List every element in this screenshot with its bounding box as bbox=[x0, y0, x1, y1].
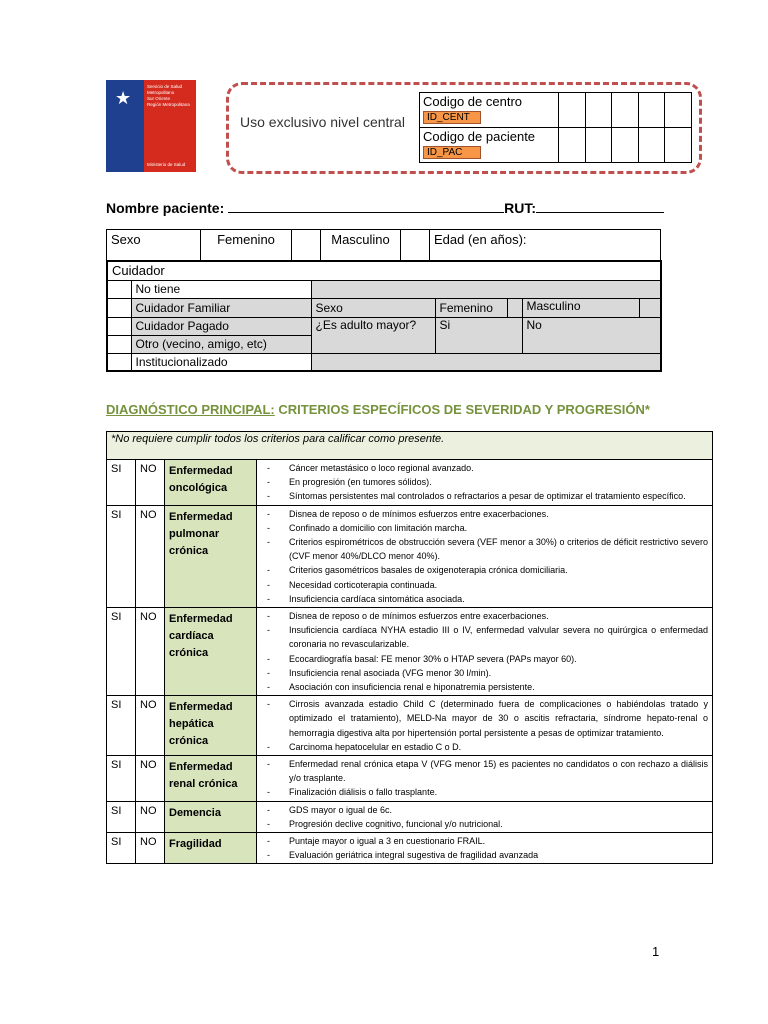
adulto-mayor-label: ¿Es adulto mayor? bbox=[311, 317, 435, 353]
nombre-label: Nombre paciente: bbox=[106, 200, 225, 216]
criterion-item: - Criterios gasométricos basales de oxigenoterapia crónica domiciliaria. bbox=[261, 563, 708, 577]
criteria-row bbox=[107, 801, 713, 832]
codes-table bbox=[419, 92, 692, 163]
cuidador-option: Otro (vecino, amigo, etc) bbox=[131, 335, 311, 353]
criteria-row bbox=[107, 756, 713, 802]
logo-text-4: Región Metropolitana bbox=[147, 102, 190, 107]
id-cent-tag: ID_CENT bbox=[423, 111, 481, 124]
sexo-edad-table bbox=[106, 229, 661, 262]
disease-label: Enfermedad renal crónica bbox=[165, 756, 257, 802]
sexo-label: Sexo bbox=[107, 230, 201, 262]
rut-label: RUT: bbox=[504, 200, 537, 216]
no-option[interactable]: NO bbox=[136, 801, 165, 832]
si-option[interactable]: SI bbox=[107, 608, 136, 696]
ministry-logo bbox=[106, 80, 196, 172]
patient-name-row bbox=[106, 200, 664, 216]
nombre-field[interactable] bbox=[228, 200, 504, 213]
criterion-item: - Cáncer metastásico o loco regional avanzado. bbox=[261, 461, 708, 475]
criteria-list-cell bbox=[257, 756, 713, 802]
cuidador-option: Institucionalizado bbox=[131, 353, 311, 371]
criterion-item: - Criterios espirométricos de obstrucción severa (VEF menor a 30%) o criterios de déficit restrictivo severo (CVF menor 40%/DLCO menor 40%). bbox=[261, 535, 708, 563]
logo-text-2: Metropolitano bbox=[147, 90, 175, 95]
criterion-item: - Necesidad corticoterapia continuada. bbox=[261, 578, 708, 592]
paciente-digit-cell[interactable] bbox=[638, 128, 665, 163]
codigo-centro-cell bbox=[420, 93, 559, 128]
criteria-list-cell bbox=[257, 696, 713, 756]
no-option[interactable]: NO bbox=[136, 696, 165, 756]
cuidador-masculino-label: Masculino bbox=[523, 299, 641, 317]
criterion-item: - Enfermedad renal crónica etapa V (VFG menor 15) es pacientes no candidatos o con rechazo a diálisis y/o trasplante. bbox=[261, 757, 708, 785]
codigo-paciente-label: Codigo de paciente bbox=[423, 129, 536, 144]
no-option[interactable]: NO bbox=[136, 505, 165, 607]
no-option[interactable]: NO bbox=[136, 460, 165, 506]
criteria-list-cell bbox=[257, 801, 713, 832]
cuidador-option: No tiene bbox=[131, 280, 311, 298]
paciente-digit-cell[interactable] bbox=[559, 128, 586, 163]
paciente-digit-cell[interactable] bbox=[665, 128, 692, 163]
logo-text-5: Ministerio de Salud bbox=[147, 162, 186, 167]
cuidador-checkbox[interactable] bbox=[107, 298, 131, 317]
criterion-item: - Insuficiencia renal asociada (VFG menor 30 l/min). bbox=[261, 666, 708, 680]
logo-text-3: Sur Oriente bbox=[147, 96, 171, 101]
criterion-item: - Asociación con insuficiencia renal e hiponatremia persistente. bbox=[261, 680, 708, 694]
criterion-item: - Puntaje mayor o igual a 3 en cuestionario FRAIL. bbox=[261, 834, 708, 848]
cuidador-option: Cuidador Familiar bbox=[131, 298, 311, 317]
criteria-list-cell bbox=[257, 505, 713, 607]
criteria-row bbox=[107, 696, 713, 756]
criterion-item: - Carcinoma hepatocelular en estadio C o D. bbox=[261, 740, 708, 754]
criteria-row bbox=[107, 833, 713, 864]
cuidador-checkbox[interactable] bbox=[107, 353, 131, 371]
criterion-item: - Finalización diálisis o fallo trasplante. bbox=[261, 785, 708, 799]
id-pac-tag: ID_PAC bbox=[423, 146, 481, 159]
star-icon: ★ bbox=[115, 88, 132, 108]
disease-label: Enfermedad cardíaca crónica bbox=[165, 608, 257, 696]
criterion-item: - Insuficiencia cardíaca sintomática asociada. bbox=[261, 592, 708, 606]
disease-label: Enfermedad pulmonar crónica bbox=[165, 505, 257, 607]
no-option[interactable]: NO bbox=[136, 756, 165, 802]
empty-cell bbox=[311, 353, 661, 371]
criterion-item: - GDS mayor o igual de 6c. bbox=[261, 803, 708, 817]
codigo-paciente-cell bbox=[420, 128, 559, 163]
cuidador-checkbox[interactable] bbox=[107, 317, 131, 335]
si-option[interactable]: SI bbox=[107, 756, 136, 802]
criterion-item: - Disnea de reposo o de mínimos esfuerzos entre exacerbaciones. bbox=[261, 507, 708, 521]
logo-text-1: Servicio de Salud bbox=[147, 84, 183, 89]
cuidador-masculino-checkbox[interactable] bbox=[640, 299, 660, 317]
cuidador-checkbox[interactable] bbox=[107, 280, 131, 298]
cuidador-femenino-label: Femenino bbox=[435, 298, 507, 317]
cuidador-title: Cuidador bbox=[107, 261, 661, 280]
paciente-digit-cell[interactable] bbox=[612, 128, 639, 163]
diagnostico-title-main: DIAGNÓSTICO PRINCIPAL: bbox=[106, 402, 275, 417]
si-option[interactable]: SI bbox=[107, 505, 136, 607]
criterion-item: - Evaluación geriátrica integral sugestiva de fragilidad avanzada bbox=[261, 848, 708, 862]
disease-label: Enfermedad hepática crónica bbox=[165, 696, 257, 756]
criteria-list-cell bbox=[257, 608, 713, 696]
masculino-checkbox[interactable] bbox=[401, 230, 430, 262]
criterion-item: - Cirrosis avanzada estadio Child C (determinado fuera de complicaciones o habiéndolas tratado y optimizado el tratamiento), MELD-Na mayor de 30 o ascitis refractaria, síndrome hepato-renal o hemorragia digestiva alta por hipertensión portal persistente a pesas de optimizar tratamiento. bbox=[261, 697, 708, 740]
cuidador-masculino-cell bbox=[522, 298, 661, 317]
cuidador-table bbox=[106, 260, 662, 372]
criteria-row bbox=[107, 460, 713, 506]
cuidador-femenino-checkbox[interactable] bbox=[507, 298, 522, 317]
criterion-item: - Confinado a domicilio con limitación marcha. bbox=[261, 521, 708, 535]
cuidador-option: Cuidador Pagado bbox=[131, 317, 311, 335]
si-option[interactable]: SI bbox=[107, 801, 136, 832]
criteria-list-cell bbox=[257, 833, 713, 864]
centro-digit-cell[interactable] bbox=[612, 93, 639, 128]
centro-digit-cell[interactable] bbox=[585, 93, 612, 128]
paciente-digit-cell[interactable] bbox=[585, 128, 612, 163]
adulto-mayor-si[interactable]: Si bbox=[435, 317, 522, 353]
cuidador-sexo-label: Sexo bbox=[311, 298, 435, 317]
disease-label: Demencia bbox=[165, 801, 257, 832]
centro-digit-cell[interactable] bbox=[665, 93, 692, 128]
si-option[interactable]: SI bbox=[107, 460, 136, 506]
edad-label: Edad (en años): bbox=[430, 230, 661, 262]
criteria-row bbox=[107, 505, 713, 607]
disease-label: Enfermedad oncológica bbox=[165, 460, 257, 506]
disease-label: Fragilidad bbox=[165, 833, 257, 864]
criterion-item: - Progresión declive cognitivo, funcional y/o nutricional. bbox=[261, 817, 708, 831]
masculino-label: Masculino bbox=[321, 230, 401, 262]
rut-field[interactable] bbox=[536, 200, 664, 213]
femenino-checkbox[interactable] bbox=[292, 230, 321, 262]
empty-cell bbox=[311, 280, 661, 298]
criterion-item: - Ecocardiografía basal: FE menor 30% o HTAP severa (PAPs mayor 60). bbox=[261, 652, 708, 666]
criteria-list-cell bbox=[257, 460, 713, 506]
centro-digit-cell[interactable] bbox=[638, 93, 665, 128]
codigo-centro-label: Codigo de centro bbox=[423, 94, 523, 109]
page-number: 1 bbox=[652, 944, 660, 959]
si-option[interactable]: SI bbox=[107, 833, 136, 864]
cuidador-checkbox[interactable] bbox=[107, 335, 131, 353]
criterion-item: - En progresión (en tumores sólidos). bbox=[261, 475, 708, 489]
criteria-table bbox=[106, 431, 713, 864]
criterion-item: - Insuficiencia cardíaca NYHA estadio III o IV, enfermedad valvular severa no quirúrgica o enfermedad coronaria no revascularizable. bbox=[261, 623, 708, 651]
si-option[interactable]: SI bbox=[107, 696, 136, 756]
criteria-note: *No requiere cumplir todos los criterios para calificar como presente. bbox=[107, 432, 713, 460]
femenino-label: Femenino bbox=[201, 230, 292, 262]
criteria-row bbox=[107, 608, 713, 696]
no-option[interactable]: NO bbox=[136, 833, 165, 864]
adulto-mayor-no[interactable]: No bbox=[522, 317, 661, 353]
criterion-item: - Disnea de reposo o de mínimos esfuerzos entre exacerbaciones. bbox=[261, 609, 708, 623]
diagnostico-title-rest: CRITERIOS ESPECÍFICOS DE SEVERIDAD Y PROGRESIÓN* bbox=[274, 402, 650, 417]
diagnostico-title bbox=[106, 402, 650, 417]
criterion-item: - Síntomas persistentes mal controlados o refractarios a pesar de optimizar el tratamiento específico. bbox=[261, 489, 708, 503]
centro-digit-cell[interactable] bbox=[559, 93, 586, 128]
uso-exclusivo-label: Uso exclusivo nivel central bbox=[240, 114, 405, 130]
no-option[interactable]: NO bbox=[136, 608, 165, 696]
